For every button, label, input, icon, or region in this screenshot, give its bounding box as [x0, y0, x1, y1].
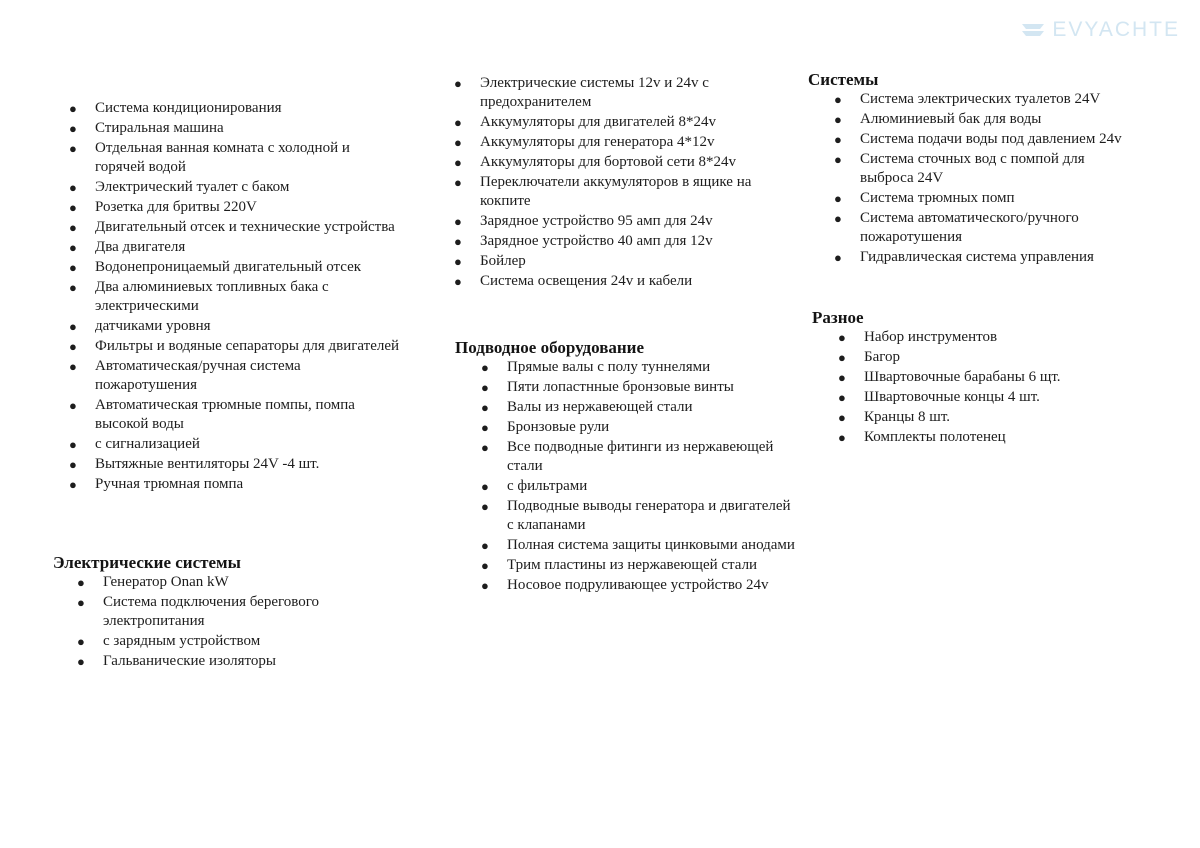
list-item: ● Багор	[838, 349, 901, 365]
list-item: ● Фильтры и водяные сепараторы для двигателей	[69, 338, 400, 354]
list-item: ● Система кондиционирования	[69, 100, 282, 116]
systems-section	[808, 70, 1134, 268]
electrical-components-list	[454, 74, 798, 291]
list-item: ● Стиральная машина	[69, 120, 224, 136]
list-item: ● Подводные выводы генератора и двигателей с клапанами	[481, 498, 791, 533]
underwater-equipment-section	[455, 338, 798, 596]
section-title: Электрические системы	[53, 553, 241, 572]
list-item: ● Два двигателя	[69, 239, 186, 255]
list-item: ● Система трюмных помп	[834, 190, 1015, 206]
list-item: ● Генератор Onan kW	[77, 574, 229, 590]
yacht-logo-icon	[1020, 20, 1046, 40]
list-item: ● Носовое подруливающее устройство 24v	[481, 577, 769, 593]
list-item: ● Набор инструментов	[838, 329, 998, 345]
list-item: ● Вытяжные вентиляторы 24V -4 шт.	[69, 456, 320, 472]
list-item: ● Гальванические изоляторы	[77, 653, 276, 669]
list-item: ● Кранцы 8 шт.	[838, 409, 951, 425]
list-item: ● Ручная трюмная помпа	[69, 476, 244, 492]
misc-list	[838, 328, 1134, 447]
list-item: ● Система автоматического/ручного пожаротушения	[834, 210, 1079, 245]
electrical-systems-section	[53, 553, 400, 672]
list-item: ● Аккумуляторы для бортовой сети 8*24v	[454, 154, 737, 170]
list-item: ● Отдельная ванная комната с холодной и горячей водой	[69, 140, 350, 175]
list-item: ● с фильтрами	[481, 478, 588, 494]
list-item: ● Зарядное устройство 40 амп для 12v	[454, 233, 713, 249]
section-title: Разное	[812, 308, 864, 327]
list-item: ● Алюминиевый бак для воды	[834, 111, 1042, 127]
list-item: ● Система подачи воды под давлением 24v	[834, 131, 1122, 147]
electrical-components-section	[454, 74, 798, 292]
list-item: ● Прямые валы с полу туннелями	[481, 359, 711, 375]
list-item: ● с сигнализацией	[69, 436, 200, 452]
section-title: Подводное оборудование	[455, 338, 645, 357]
list-item: ● Электрический туалет с баком	[69, 179, 290, 195]
list-item: ● Аккумуляторы для генератора 4*12v	[454, 134, 715, 150]
systems-list	[834, 90, 1134, 267]
list-item: ● Бронзовые рули	[481, 419, 610, 435]
list-item: ● Водонепроницаемый двигательный отсек	[69, 259, 362, 275]
list-item: ● Комплекты полотенец	[838, 429, 1006, 445]
list-item: ● Швартовочные барабаны 6 щт.	[838, 369, 1061, 385]
list-item: ● Бойлер	[454, 253, 526, 269]
list-item: ● Автоматическая/ручная система пожаротушения	[69, 358, 301, 393]
list-item: ● Два алюминиевых топливных бака с электрическими	[69, 279, 329, 314]
list-item: ● Двигательный отсек и технические устройства	[69, 219, 395, 235]
list-item: ● Автоматическая трюмные помпы, помпа высокой воды	[69, 397, 355, 432]
section-title: Системы	[808, 70, 879, 89]
list-item: ● Система электрических туалетов 24V	[834, 91, 1101, 107]
electrical-systems-list	[77, 573, 400, 671]
general-equipment-section	[69, 99, 400, 495]
list-item: ● Все подводные фитинги из нержавеющей стали	[481, 439, 774, 474]
list-item: ● Гидравлическая система управления	[834, 249, 1094, 265]
list-item: ● Розетка для бритвы 220V	[69, 199, 257, 215]
list-item: ● Переключатели аккумуляторов в ящике на кокпите	[454, 174, 752, 209]
watermark	[1020, 18, 1180, 42]
list-item: ● Пяти лопастнные бронзовые винты	[481, 379, 734, 395]
list-item: ● Система сточных вод с помпой для выброса 24V	[834, 151, 1085, 186]
list-item: ● с зарядным устройством	[77, 633, 261, 649]
list-item: ● Полная система защиты цинковыми анодами	[481, 537, 795, 553]
list-item: ● Аккумуляторы для двигателей 8*24v	[454, 114, 716, 130]
general-equipment-list	[69, 99, 400, 494]
list-item: ● Валы из нержавеющей стали	[481, 399, 693, 415]
watermark-text: EVYACHTE	[1052, 18, 1180, 41]
list-item: ● Швартовочные концы 4 шт.	[838, 389, 1040, 405]
list-item: ● Система подключения берегового электропитания	[77, 594, 320, 629]
list-item: ● Зарядное устройство 95 амп для 24v	[454, 213, 713, 229]
list-item: ● Система освещения 24v и кабели	[454, 273, 693, 289]
list-item: ● Трим пластины из нержавеющей стали	[481, 557, 758, 573]
list-item: ● Электрические системы 12v и 24v с предохранителем	[454, 75, 709, 110]
underwater-equipment-list	[481, 358, 798, 595]
list-item: ● датчиками уровня	[69, 318, 211, 334]
misc-section	[812, 308, 1134, 448]
